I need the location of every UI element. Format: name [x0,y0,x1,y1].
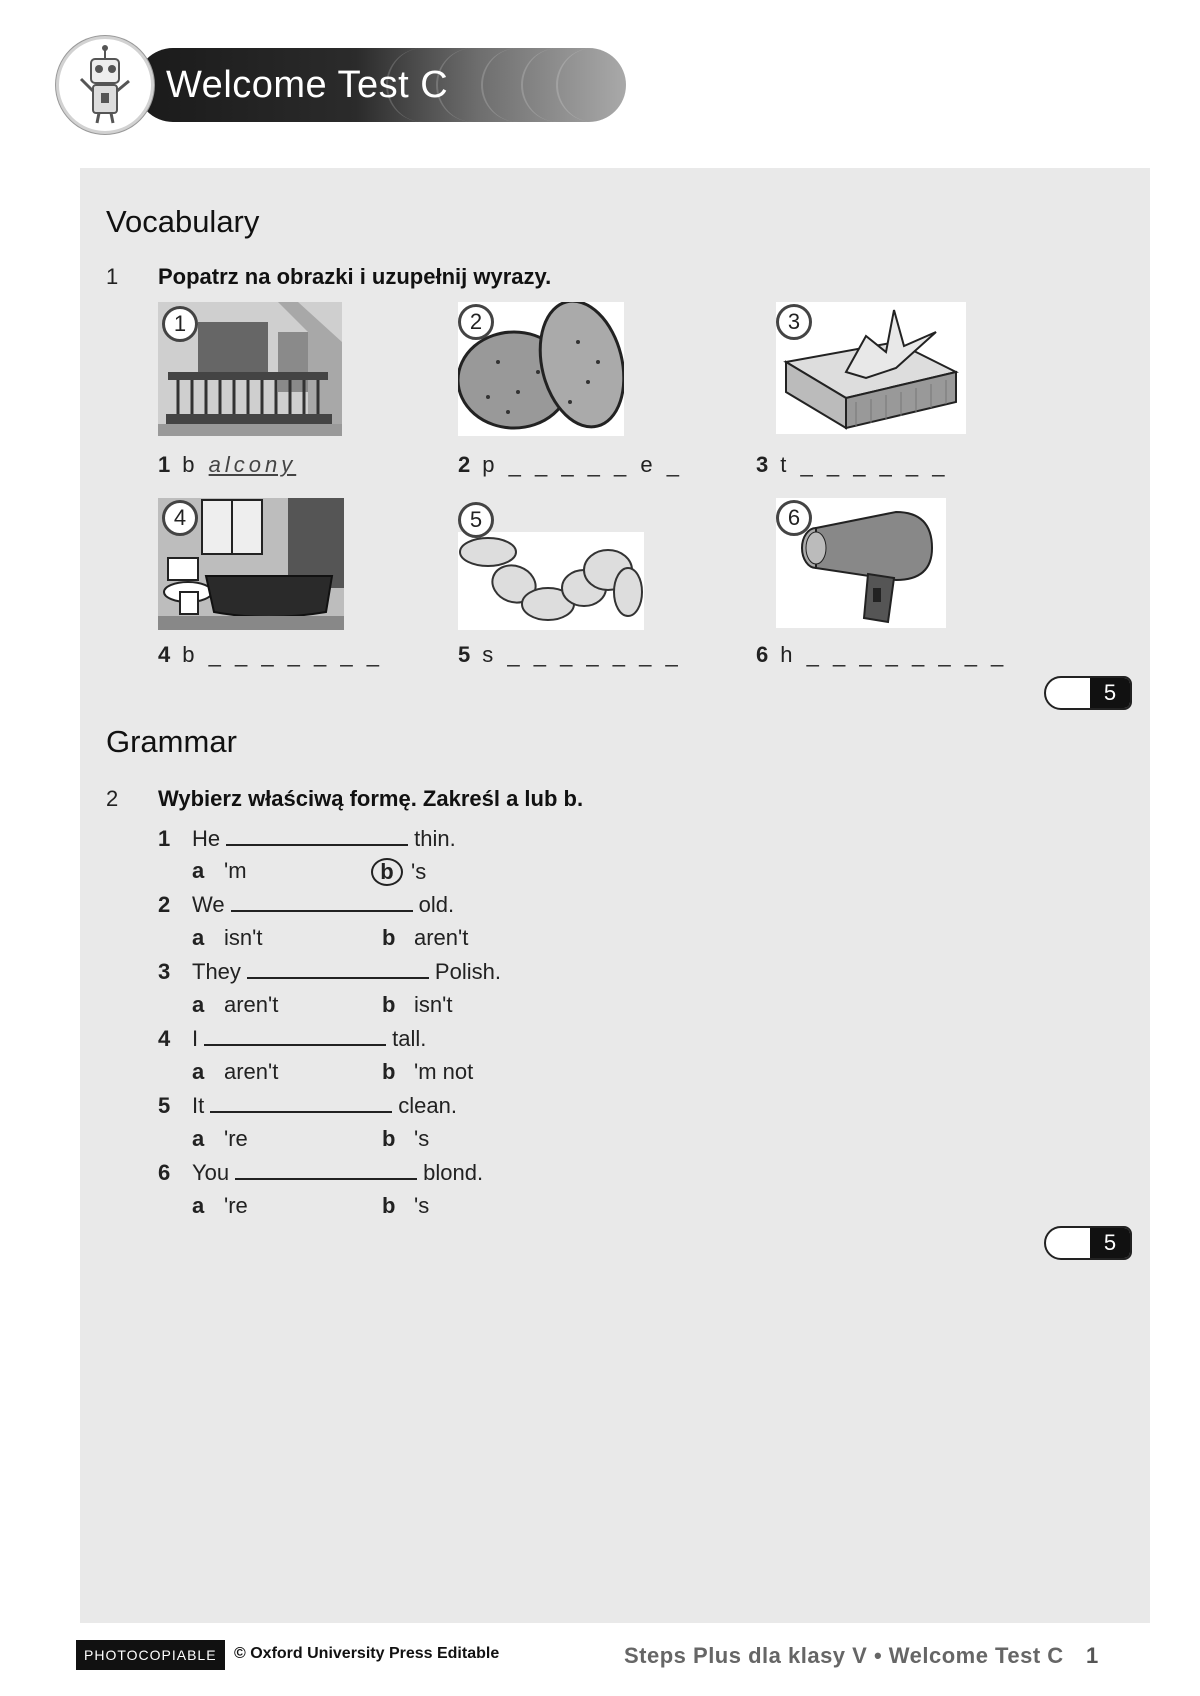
option-a[interactable]: a 'm [192,858,247,883]
grammar-sentence: 2 We old. [158,892,455,917]
photocopiable-badge: PHOTOCOPIABLE [76,1640,225,1670]
picture-number: 5 [458,502,494,538]
grammar-score-box[interactable] [1044,1226,1132,1260]
option-b-circled[interactable]: b 's [376,858,426,886]
vocab-item-5[interactable]: 5 s _ _ _ _ _ _ _ [458,642,682,667]
option-a[interactable]: a isn't [192,925,263,950]
vocabulary-title: Vocabulary [106,204,260,239]
footer-title: Steps Plus dla klasy V • Welcome Test C [624,1643,1064,1668]
picture-number: 3 [776,304,812,340]
score-value: 5 [1090,1228,1130,1258]
test-panel [80,168,1150,1623]
picture-number: 1 [162,306,198,342]
option-b[interactable]: b aren't [382,925,469,950]
grammar-sentence: 6 You blond. [158,1160,484,1185]
vocab-item-1: 1 b alcony [158,452,297,477]
sausages-image [458,532,644,630]
vocab-item-3[interactable]: 3 t _ _ _ _ _ _ [756,452,949,477]
option-a[interactable]: a 're [192,1193,248,1218]
grammar-sentence: 3 They Polish. [158,959,501,984]
grammar-title: Grammar [106,724,237,759]
vocab-item-2[interactable]: 2 p _ _ _ _ _ e _ [458,452,683,477]
option-a[interactable]: a 're [192,1126,248,1151]
option-a[interactable]: a aren't [192,1059,279,1084]
option-b[interactable]: b 's [382,1126,430,1151]
vocabulary-score-box[interactable] [1044,676,1132,710]
option-b[interactable]: b isn't [382,992,453,1017]
question-instruction: Wybierz właściwą formę. Zakreśl a lub b. [158,786,584,811]
circled-answer-icon: b [371,858,403,886]
question-number: 2 [106,786,119,811]
publisher-credit: © Oxford University Press Editable [234,1645,500,1662]
option-a[interactable]: a aren't [192,992,279,1017]
grammar-sentence: 1 He thin. [158,826,456,851]
picture-number: 4 [162,500,198,536]
page-title: Welcome Test C [166,64,449,106]
grammar-sentence: 5 It clean. [158,1093,457,1118]
option-b[interactable]: b 'm not [382,1059,474,1084]
score-value: 5 [1090,678,1130,708]
page-number: 1 [1086,1643,1099,1668]
header-banner [56,36,626,136]
robot-mascot-icon [56,36,154,134]
option-b[interactable]: b 's [382,1193,430,1218]
grammar-sentence: 4 I tall. [158,1026,427,1051]
picture-number: 2 [458,304,494,340]
example-answer: alcony [208,452,297,477]
vocab-item-4[interactable]: 4 b _ _ _ _ _ _ _ [158,642,383,667]
page-footer [76,1640,1156,1674]
vocab-item-6[interactable]: 6 h _ _ _ _ _ _ _ _ [756,642,1008,667]
picture-number: 6 [776,500,812,536]
question-instruction: Popatrz na obrazki i uzupełnij wyrazy. [158,264,552,289]
question-number: 1 [106,264,119,289]
